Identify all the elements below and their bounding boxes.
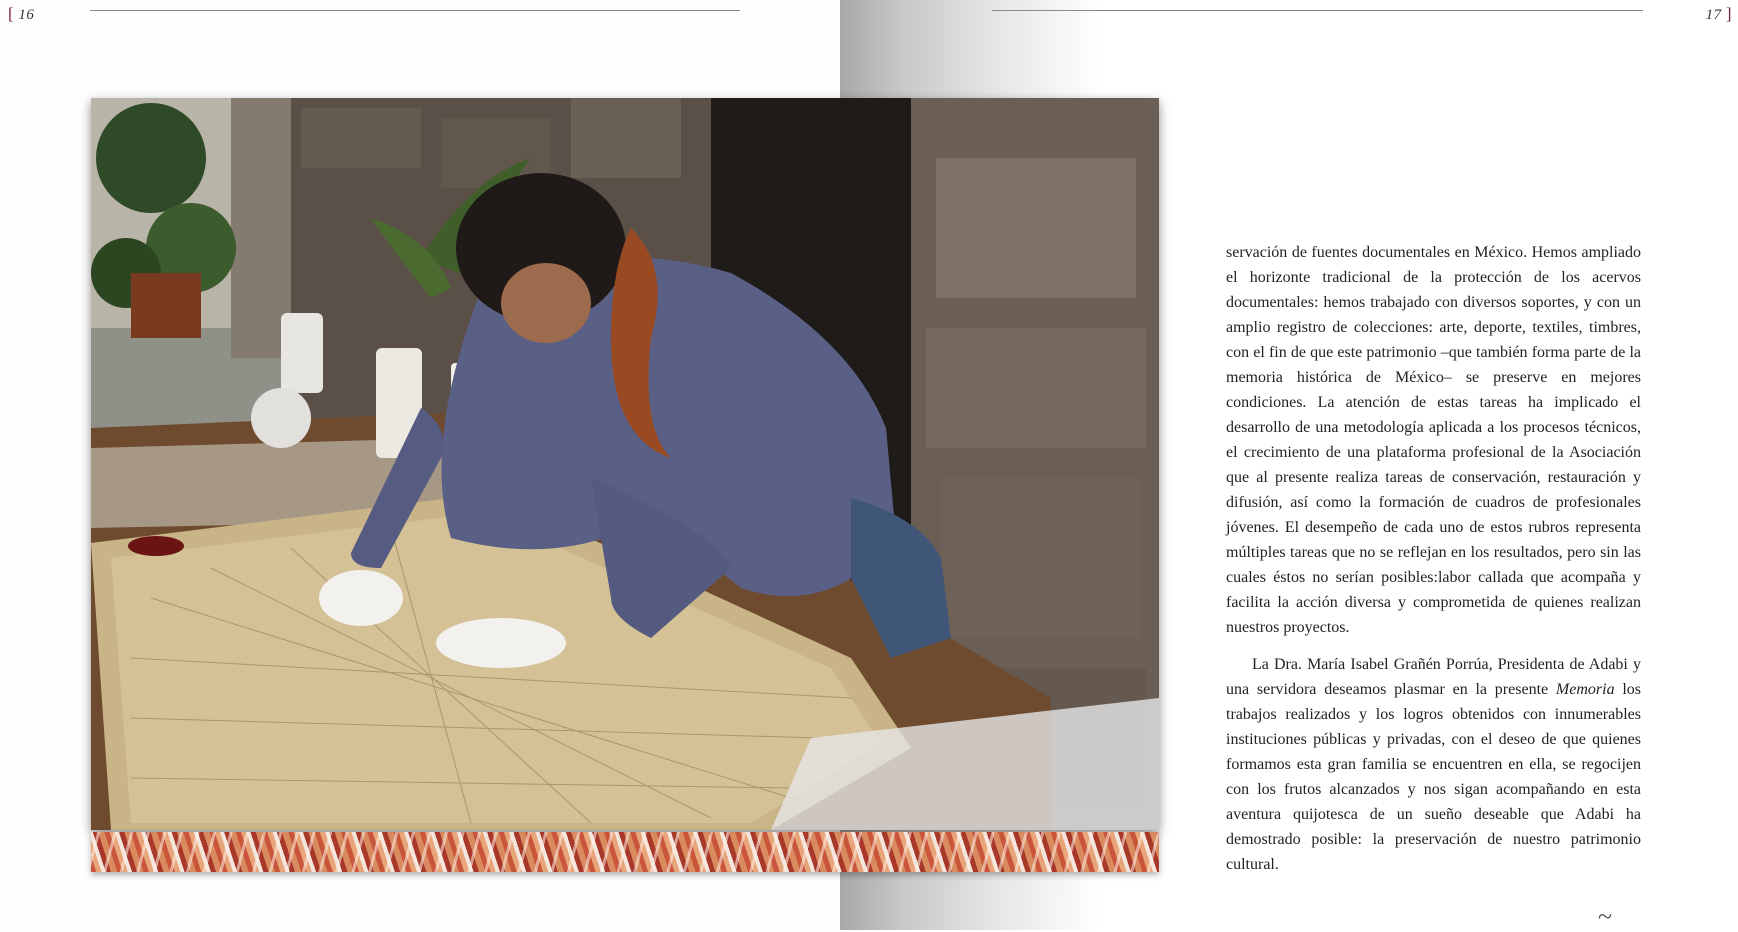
paragraph-2-part-b: los trabajos realizados y los logros obtenidos con innumerables instituciones públicas y privadas, con el deseo de que quienes formamos esta gran familia se encuentren en ella, se regocijen con los frutos alcanzados y nos sigan acompañando en esta aventura quijotesca de un sueño deseable que Adabi ha demostrado posible: la preservación de nuestro patrimonio cultural. [1226, 681, 1642, 873]
photo-illustration [91, 98, 1159, 830]
bracket-close: ] [1725, 4, 1732, 23]
photo-conservator-cleaning-map [91, 98, 1159, 830]
paragraph-2-emphasis: Memoria [1555, 681, 1615, 698]
header-rule-left [90, 10, 740, 11]
ornament-flourish-icon: ~ [1598, 902, 1613, 931]
paragraph-1: servación de fuentes documentales en México. Hemos ampliado el horizonte tradicional de la protección de los acervos documentales: hemos trabajado con diversos soportes, y con un amplio registro de colecciones: arte, deporte, textiles, timbres, con el fin de que este patrimonio –que también forma parte de la memoria histórica de México– se preserve en mejores condiciones. La atención de estas tareas ha implicado el desarrollo de una metodología aplicada a los procesos técnicos, el crecimiento de una plataforma profesional de la Asociación que al presente realiza tareas de conservación, restauración y difusión, así como la formación de cuadros de profesionales jóvenes. El desempeño de cada uno de estos rubros representa múltiples tareas que no se reflejan en los resultados, pero sin las cuales éstos no serían posibles:labor callada que acompaña y facilita la acción diversa y comprometida de quienes realizan nuestros proyectos. [1226, 244, 1641, 636]
bracket-open: [ [8, 4, 15, 23]
marbled-paper-strip [91, 832, 1159, 872]
page-number-left-value: 16 [18, 7, 35, 23]
page-number-left [8, 4, 34, 24]
paragraph-2 [1226, 652, 1641, 877]
paragraph-2-part-a: La Dra. María Isabel Grañén Porrúa, Presidenta de Adabi y una servidora deseamos plasmar en la presente [1226, 656, 1641, 698]
page-number-right-value: 17 [1705, 7, 1722, 23]
body-text [1226, 240, 1641, 889]
header-rule-right [992, 10, 1643, 11]
page-number-right [1706, 4, 1732, 24]
